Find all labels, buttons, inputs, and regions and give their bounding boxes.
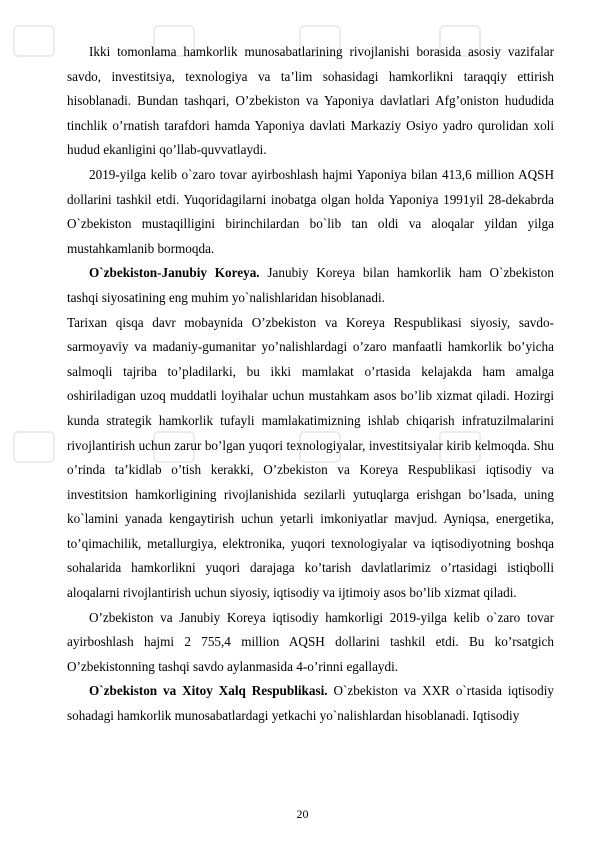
paragraph-5-text: O’zbekiston va Janubiy Koreya iqtisodiy hamkorligi 2019-yilga kelib o`zaro tovar ayirboshlash hajmi 2 755,4 million AQSH dollarini tashkil etdi. Bu ko’rsatgich O’zbekistonning tashqi savdo aylanmasida 4-o’rinni egallaydi. <box>67 609 554 674</box>
paragraph-3-text: Janubiy Koreya bilan hamkorlik ham O`zbekiston tashqi siyosatining eng muhim yo`nalishlaridan hisoblanadi. <box>67 265 554 305</box>
paragraph-6 <box>67 679 554 728</box>
paragraph-3 <box>67 261 554 310</box>
paragraph-5 <box>67 606 554 680</box>
document-body <box>67 40 554 729</box>
paragraph-4 <box>67 311 554 606</box>
paragraph-6-heading: O`zbekiston va Xitoy Xalq Respublikasi. <box>89 683 328 699</box>
paragraph-1-text: Ikki tomonlama hamkorlik munosabatlarining rivojlanishi borasida asosiy vazifalar savdo, investitsiya, texnologiya va ta’lim sohasidagi hamkorlikni taraqqiy ettirish hisoblanadi. Bundan tashqari, O’zbekiston va Yaponiya davlatlari Afg’oniston hududida tinchlik o’rnatish tarafdori hamda Yaponiya davlati Markaziy Osiyo yadro qurolidan xoli hudud ekanligini qo’llab-quvvatlaydi. <box>67 44 554 158</box>
paragraph-4-text: Tarixan qisqa davr mobaynida O’zbekiston va Koreya Respublikasi siyosiy, savdo-sarmoyaviy va madaniy-gumanitar yo’nalishlardagi o’zaro manfaatli hamkorlik bo’yicha salmoqli tajriba to’pladilarki, bu ikki mamlakat o’rtasida kelajakda ham amalga oshiriladigan uzoq muddatli loyihalar uchun mustahkam asos bo’lib xizmat qiladi. Hozirgi kunda strategik hamkorlik tufayli mamlakatimizning ishlab chiqarish infratuzilmalarini rivojlantirish uchun zarur bo’lgan yuqori texnologiyalar, investitsiyalar kirib kelmoqda. Shu o’rinda ta’kidlab o’tish kerakki, O’zbekiston va Koreya Respublikasi iqtisodiy va investitsion hamkorligining rivojlanishida sezilarli yutuqlarga erishgan bo’lsada, uning ko`lamini yanada kengaytirish uchun yetarli imkoniyatlar mavjud. Ayniqsa, energetika, to’qimachilik, metallurgiya, elektronika, yuqori texnologiyalar va iqtisodiyotning boshqa sohalarida hamkorlikni yuqori darajaga ko’tarish davlatlarimiz o’rtasidagi istiqbolli aloqalarni rivojlantirish uchun siyosiy, iqtisodiy va ijtimoiy asos bo’lib xizmat qiladi. <box>67 314 554 601</box>
paragraph-1 <box>67 40 554 163</box>
paragraph-3-heading: O`zbekiston-Janubiy Koreya. <box>89 265 260 281</box>
paragraph-2 <box>67 163 554 261</box>
paragraph-6-text: O`zbekiston va XXR o`rtasida iqtisodiy sohadagi hamkorlik munosabatlardagi yetkachi yo`nalishlardan hisoblanadi. Iqtisodiy <box>67 683 554 724</box>
page-number: 20 <box>296 807 309 821</box>
paragraph-2-text: 2019-yilga kelib o`zaro tovar ayirboshlash hajmi Yaponiya bilan 413,6 million AQSH dollarini tashkil etdi. Yuqoridagilarni inobatga olgan holda Yaponiya 1991yil 28-dekabrda O`zbekiston mustaqilligini birinchilardan bo`lib tan oldi va aloqalar yildan yilga mustahkamlanib bormoqda. <box>67 166 554 256</box>
